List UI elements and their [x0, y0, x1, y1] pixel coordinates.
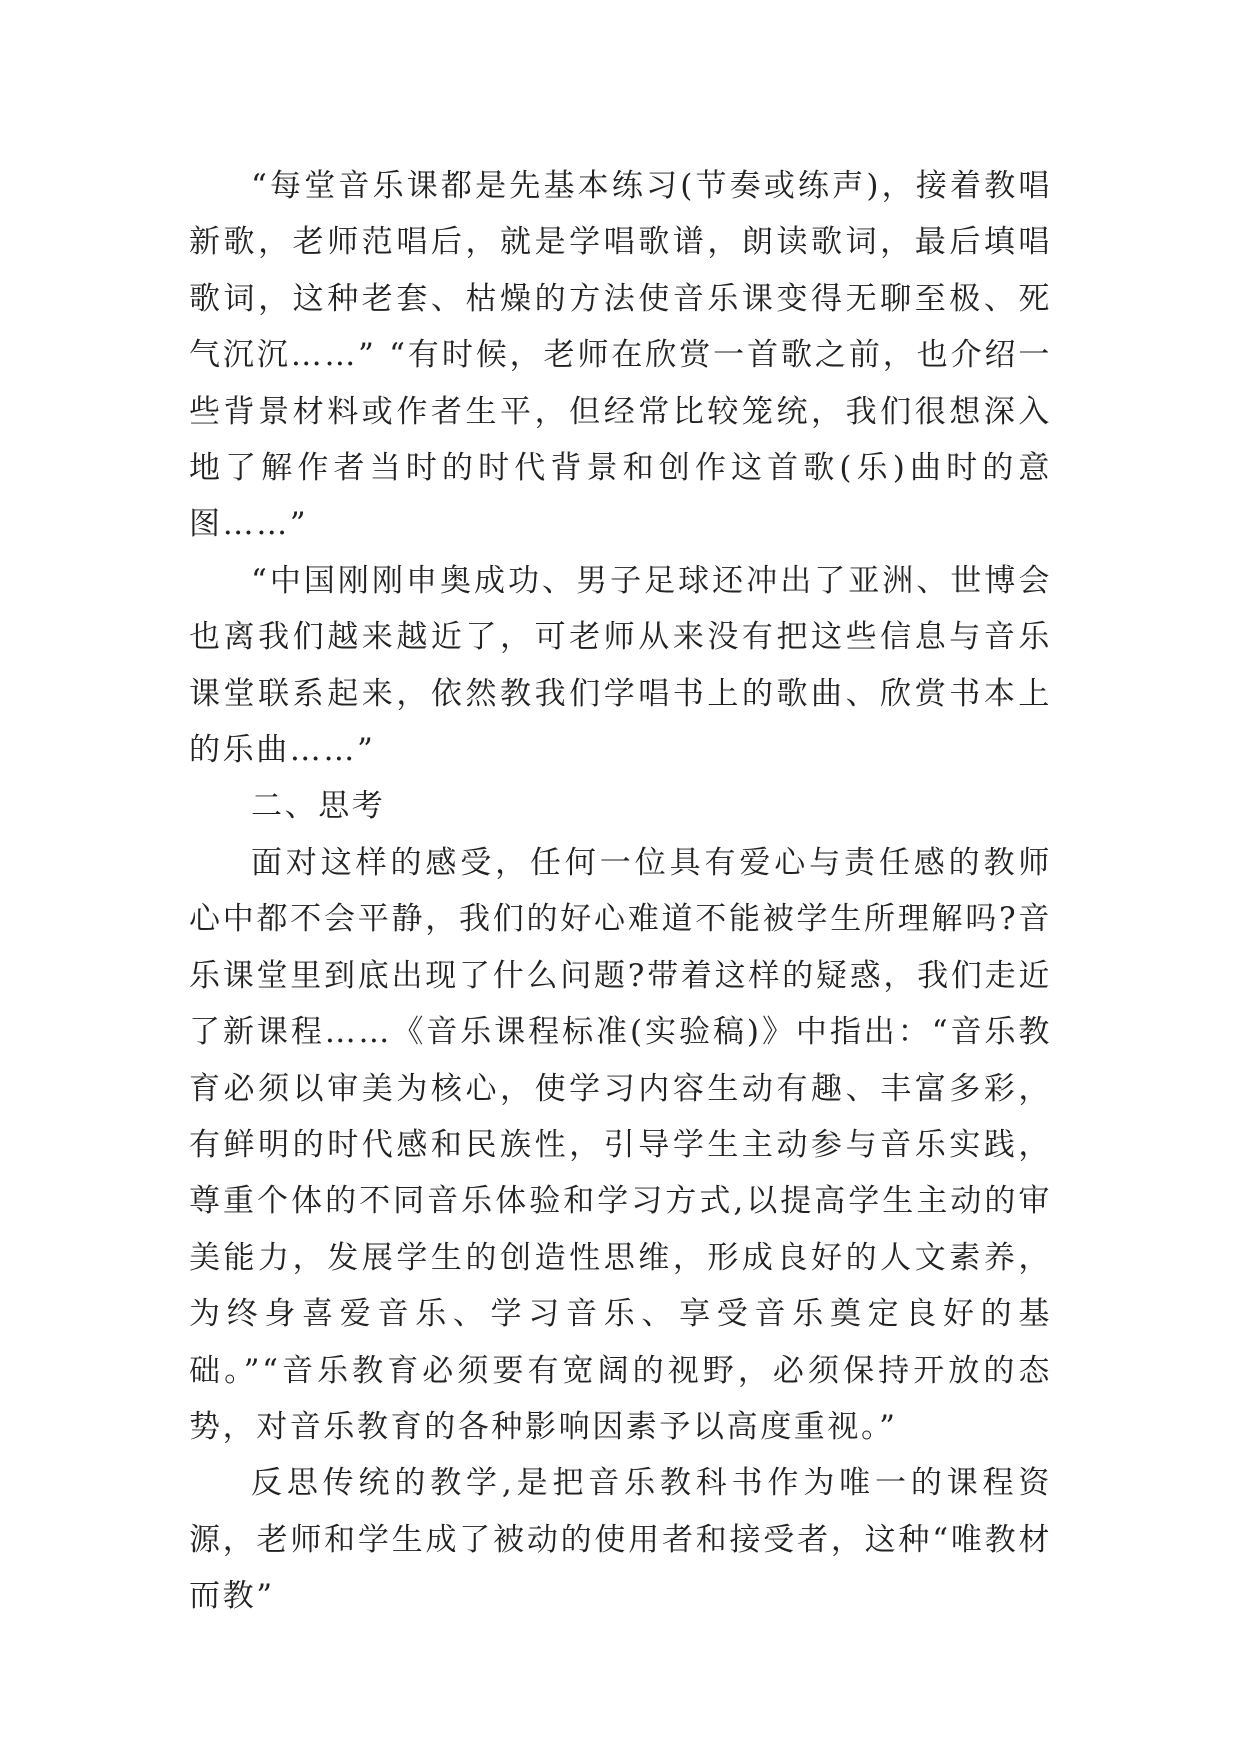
paragraph-reflection: 面对这样的感受，任何一位具有爱心与责任感的教师心中都不会平静，我们的好心难道不能被学生所理解吗?音乐课堂里到底出现了什么问题?带着这样的疑惑，我们走近了新课程……《音乐课程标准(实验稿)》中指出：“音乐教育必须以审美为核心，使学习内容生动有趣、丰富多彩，有鲜明的时代感和民族性，引导学生主动参与音乐实践，尊重个体的不同音乐体验和学习方式,以提高学生主动的审美能力，发展学生的创造性思维，形成良好的人文素养，为终身喜爱音乐、学习音乐、享受音乐奠定良好的基础。”“音乐教育必须要有宽阔的视野，必须保持开放的态势，对音乐教育的各种影响因素予以高度重视。”	[189, 844, 1052, 1445]
document-body	[189, 158, 1052, 1625]
section-heading: 二、思考	[251, 788, 386, 825]
paragraph-olympics-quote: “中国刚刚申奥成功、男子足球还冲出了亚洲、世博会也离我们越来越近了，可老师从来没有把这些信息与音乐课堂联系起来，依然教我们学唱书上的歌曲、欣赏书本上的乐曲……”	[189, 562, 1052, 769]
paragraph-traditional-teaching: 反思传统的教学,是把音乐教科书作为唯一的课程资源，老师和学生成了被动的使用者和接受者，这种“唯教材而教”	[189, 1465, 1052, 1615]
paragraph-student-quotes: “每堂音乐课都是先基本练习(节奏或练声)，接着教唱新歌，老师范唱后，就是学唱歌谱，朗读歌词，最后填唱歌词，这种老套、枯燥的方法使音乐课变得无聊至极、死气沉沉……” “有时候，老师在欣赏一首歌之前，也介绍一些背景材料或作者生平，但经常比较笼统，我们很想深入地了解作者当时的时代背景和创作这首歌(乐)曲时的意图……”	[189, 168, 1052, 543]
